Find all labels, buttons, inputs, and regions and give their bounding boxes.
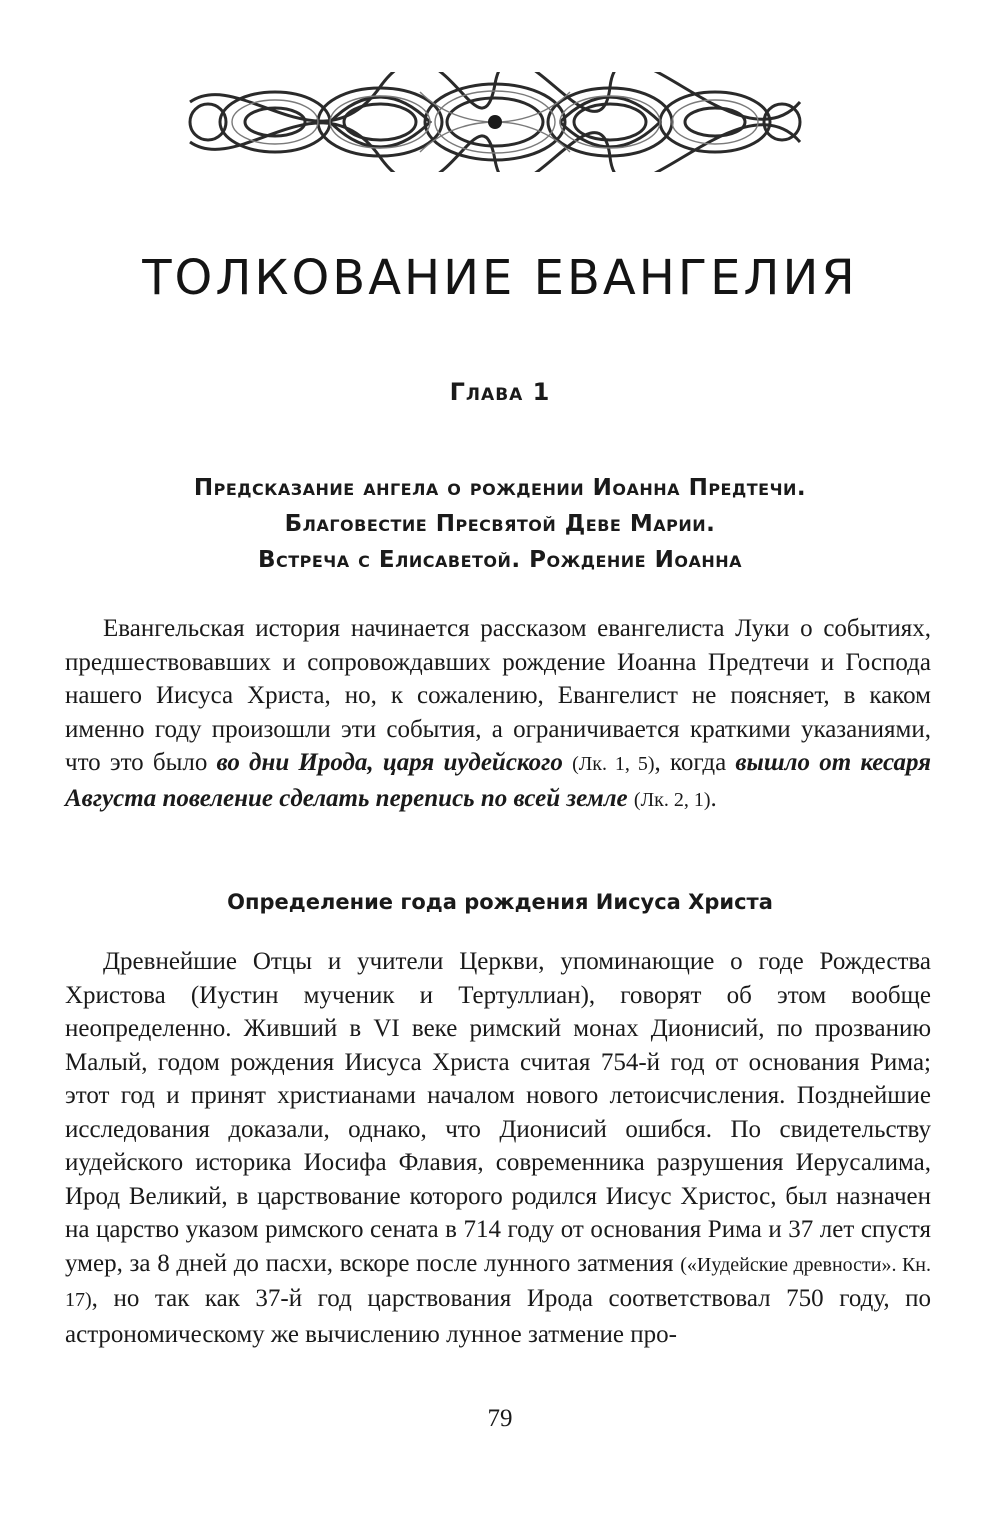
scripture-reference: (Лк. 1, 5) [572,753,655,775]
subtitle-line: Встреча с Елисаветой. Рождение Иоанна [257,547,743,573]
source-reference: («Иудейские древности». Кн. 17) [65,1253,931,1311]
text-run: . [710,784,717,812]
chapter-heading: Глава 1 [449,378,551,406]
scripture-quote: во дни Ирода, царя иудейского [216,749,563,776]
text-run: , когда [654,749,736,776]
section-paragraph [65,945,931,1351]
scripture-quote: вышло от кесаря Августа повеление сделать перепись по всей земле [65,749,932,812]
subtitle-line: Предсказание ангела о рождении Иоанна Предтечи. [193,475,807,501]
celtic-knot-ornament-icon [180,72,810,172]
text-run: Евангельская история начинается рассказом евангелиста Луки о событиях, предшествовавших и сопровождавших рождение Иоанна Предтечи и Господа нашего Иисуса Христа, но, к сожалению, Евангелист не поясняет, в каком именно году произошли эти события, а ограничивается краткими указаниями, что это было [65,615,931,776]
page-number: 79 [487,1405,513,1432]
chapter-subtitle [60,470,940,578]
scripture-reference: (Лк. 2, 1) [633,788,711,811]
section-heading: Определение года рождения Иисуса Христа [227,890,773,914]
page-title: ТОЛКОВАНИЕ ЕВАНГЕЛИЯ [142,250,858,306]
subtitle-line: Благовестие Пресвятой Деве Марии. [284,511,716,537]
text-run: Древнейшие Отцы и учители Церкви, упоминающие о годе Рождества Христова (Иустин мученик и Тертуллиан), говорят об этом вообще неопределенно. Живший в VI веке римский монах Дионисий, по прозванию Малый, годом рождения Иисуса Христа считая 754-й год от основания Рима; этот год и принят христианами началом нового летоисчисления. Позднейшие исследования доказали, однако, что Дионисий ошибся. По свидетельству иудейского историка Иосифа Флавия, современника разрушения Иерусалима, Ирод Великий, в царствование которого родился Иисус Христос, был назначен на царство указом римского сената в 714 году от основания Рима и 37 лет спустя умер, за 8 дней до пасхи, вскоре после лунного затмения [65,948,931,1277]
text-run: , но так как 37-й год царствования Ирода соответствовал 750 году, по астрономическому же вычислению лунное затмение про- [65,1285,931,1348]
intro-paragraph [65,612,931,817]
